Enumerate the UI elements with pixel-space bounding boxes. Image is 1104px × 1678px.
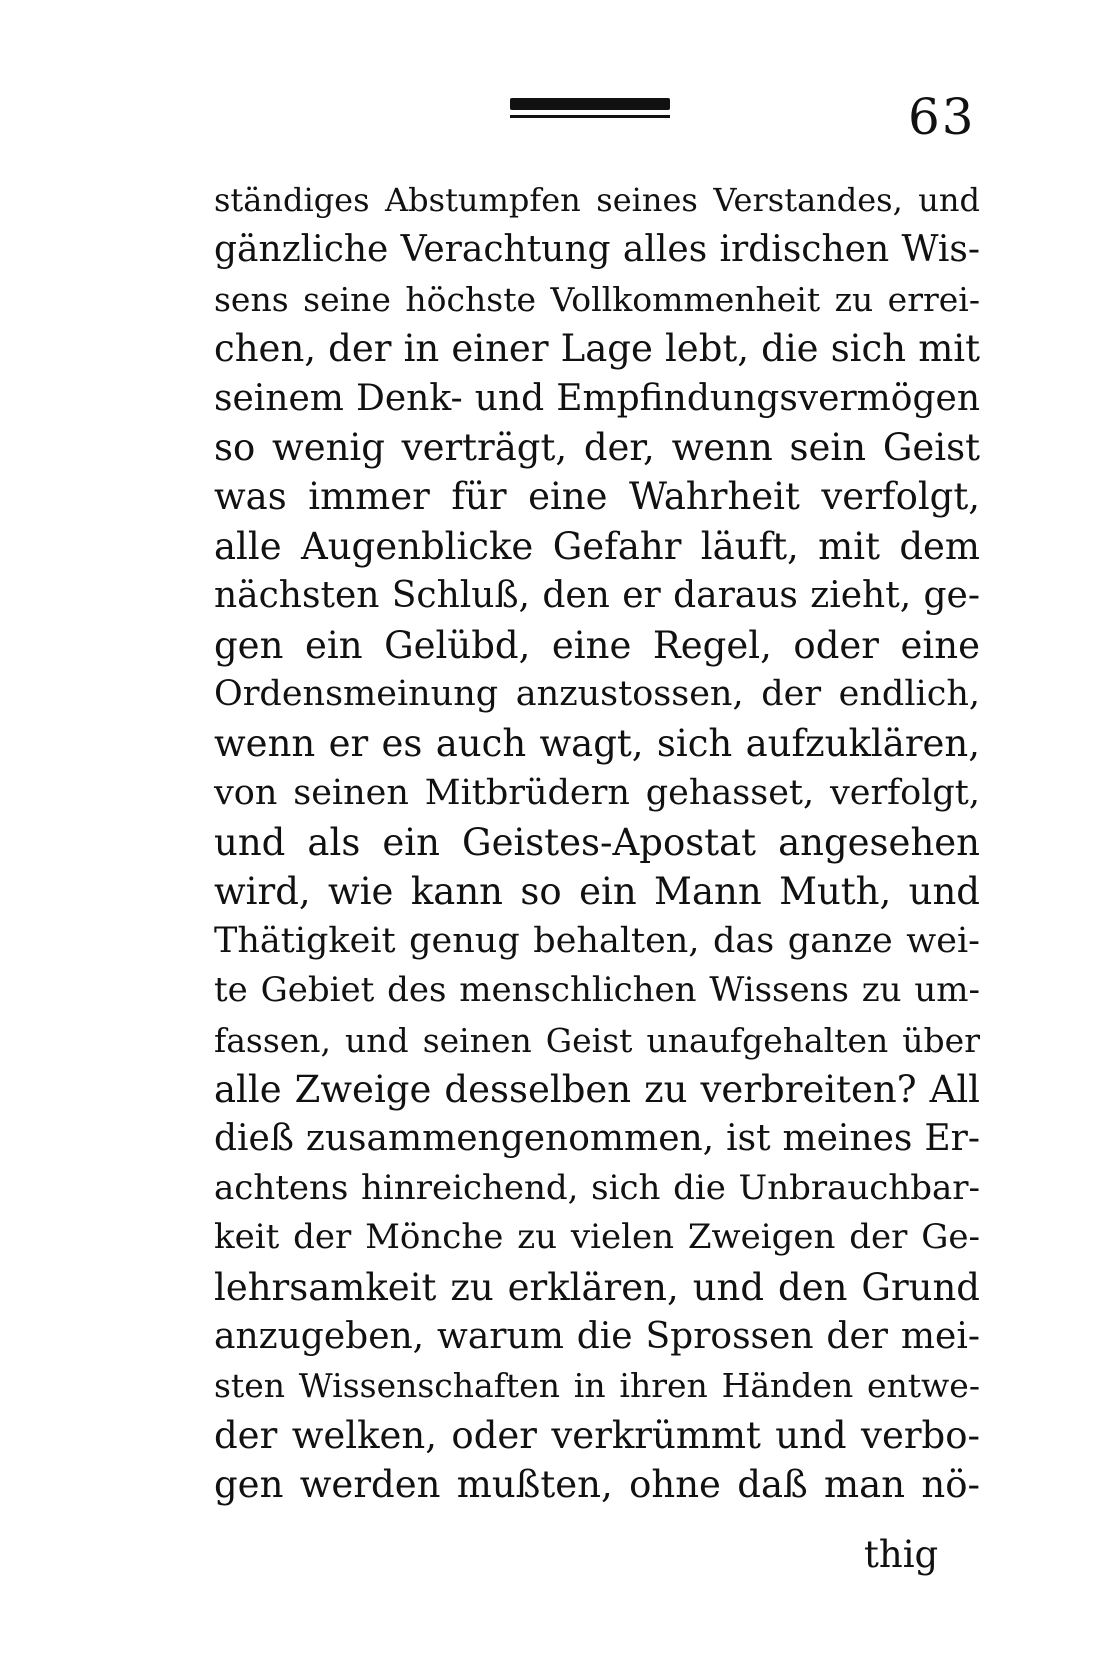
text-line: seinem Denk- und Empfindungsvermögen [214,377,980,419]
text-line: sten Wissenschaften in ihren Händen entwe- [214,1366,980,1406]
text-line: gänzliche Verachtung alles irdischen Wis- [214,229,980,271]
text-line: fassen, und seinen Geist unaufgehalten über [214,1020,980,1060]
text-line: sens seine höchste Vollkommenheit zu errei- [214,279,980,319]
text-line: keit der Mönche zu vielen Zweigen der Ge- [214,1217,980,1258]
text-line: dieß zusammengenommen, ist meines Er- [214,1118,980,1160]
body-text [214,176,980,1510]
catchword: thig [864,1533,939,1576]
text-line: wird, wie kann so ein Mann Muth, und [214,870,980,914]
text-line: gen ein Gelübd, eine Regel, oder eine [214,623,980,667]
text-line: anzugeben, warum die Sprossen der mei- [214,1315,980,1357]
text-line: und als ein Geistes-Apostat angesehen [214,821,980,865]
text-line: gen werden mußten, ohne daß man nö- [214,1463,980,1507]
text-line: der welken, oder verkrümmt und verbo- [214,1413,980,1457]
text-line: alle Zweige desselben zu verbreiten? All [214,1068,980,1112]
text-line: nächsten Schluß, den er daraus zieht, ge- [214,575,980,617]
text-line: Thätigkeit genug behalten, das ganze wei- [214,920,980,961]
text-line: te Gebiet des menschlichen Wissens zu um- [214,970,980,1011]
text-line: lehrsamkeit zu erklären, und den Grund [214,1265,980,1309]
text-line: was immer für eine Wahrheit verfolgt, [214,475,980,519]
header-rule-thin [510,115,670,118]
header-rule-thick [510,98,670,110]
text-line: von seinen Mitbrüdern gehasset, verfolgt, [214,772,980,813]
text-line: ständiges Abstumpfen seines Verstandes, und [214,181,980,219]
text-line: alle Augenblicke Gefahr läuft, mit dem [214,524,980,568]
text-line: Ordensmeinung anzustossen, der endlich, [214,673,980,714]
text-line: chen, der in einer Lage lebt, die sich mit [214,327,980,371]
text-line: achtens hinreichend, sich die Unbrauchbar- [214,1167,980,1208]
page-number: 63 [908,88,976,146]
text-line: so wenig verträgt, der, wenn sein Geist [214,425,980,469]
text-line: wenn er es auch wagt, sich aufzuklären, [214,722,980,766]
header-ornament-rule [510,98,670,118]
